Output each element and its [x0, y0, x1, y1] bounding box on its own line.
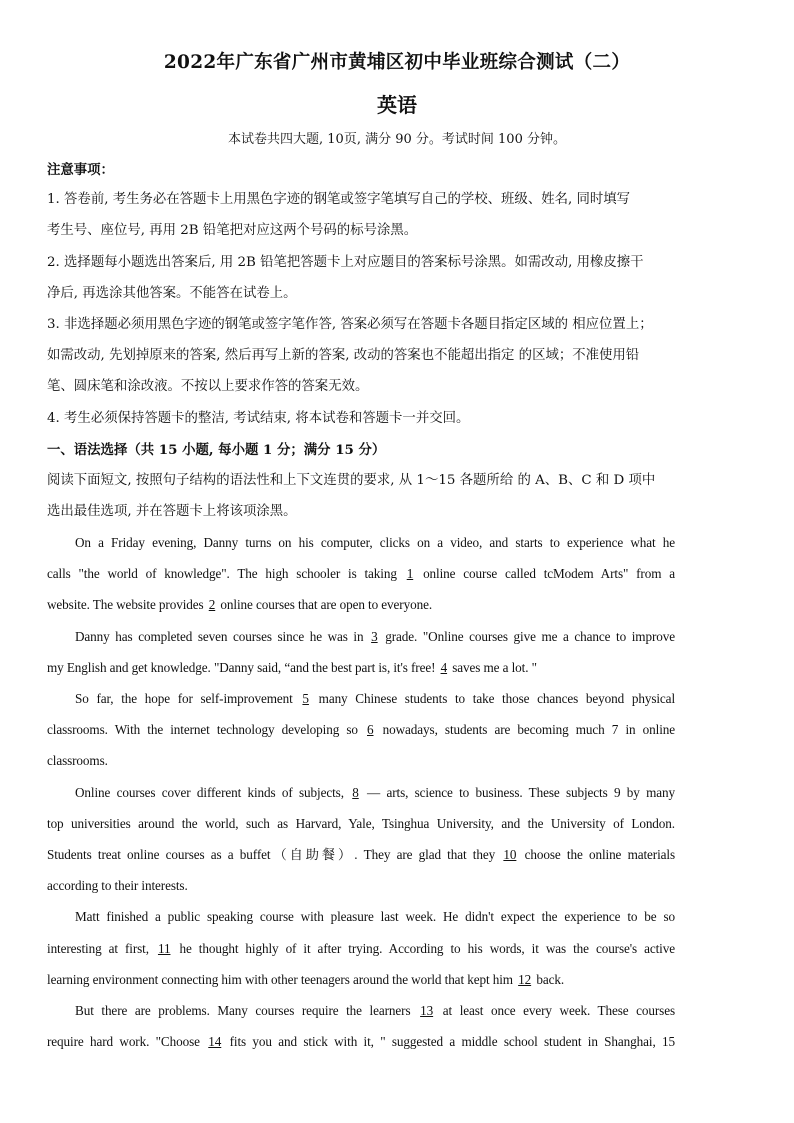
- passage-line: [47, 658, 675, 678]
- blank-number: 1: [406, 566, 414, 581]
- passage-line: [47, 845, 675, 865]
- passage-line: [75, 689, 675, 709]
- passage-line: [75, 1001, 675, 1021]
- passage-text: top universities around the world, such as Harvard, Yale, Tsinghua University, and the University of London.: [47, 816, 675, 831]
- passage-text: learning environment connecting him with other teenagers around the world that kept him: [47, 972, 517, 987]
- passage-line: [47, 876, 675, 896]
- passage-text: according to their interests.: [47, 878, 188, 893]
- passage-line: [47, 595, 675, 615]
- passage-text: nowadays, students are becoming much 7 in online: [375, 722, 675, 737]
- blank-number: 10: [503, 847, 517, 862]
- notice-line: 笔、圆床笔和涂改液。不按以上要求作答的答案无效。: [47, 379, 369, 394]
- passage-text: Online courses cover different kinds of subjects,: [75, 785, 351, 800]
- notice-line: 4. 考生必须保持答题卡的整洁, 考试结束, 将本试卷和答题卡一并交回。: [47, 411, 470, 426]
- passage-text: interesting at first,: [47, 941, 156, 956]
- blank-number: 12: [518, 972, 532, 987]
- passage-text: require hard work. "Choose: [47, 1034, 207, 1049]
- blank-number: 5: [302, 691, 309, 706]
- passage-text: But there are problems. Many courses require the learners: [75, 1003, 419, 1018]
- blank-number: 6: [367, 722, 374, 737]
- passage-text: classrooms.: [47, 753, 108, 768]
- passage-text: calls "the world of knowledge". The high schooler is taking: [47, 566, 405, 581]
- passage-line: [47, 564, 675, 584]
- passage-text: grade. "Online courses give me a chance to improve: [379, 629, 675, 644]
- exam-title: 2022年广东省广州市黄埔区初中毕业班综合测试（二）: [163, 52, 631, 73]
- blank-number: 8: [352, 785, 359, 800]
- passage-text: — arts, science to business. These subjects 9 by many: [360, 785, 676, 800]
- passage-text: So far, the hope for self-improvement: [75, 691, 301, 706]
- passage-text: saves me a lot. ": [449, 660, 537, 675]
- passage-text: website. The website provides: [47, 597, 207, 612]
- passage-text: he thought highly of it after trying. According to his words, it was the course's active: [172, 941, 675, 956]
- passage-text: Danny has completed seven courses since he was in: [75, 629, 370, 644]
- section-heading: 一、语法选择（共 15 小题, 每小题 1 分；满分 15 分）: [47, 442, 386, 458]
- passage-text: choose the online materials: [518, 847, 675, 862]
- passage-text: classrooms. With the internet technology developing so: [47, 722, 365, 737]
- passage-line: [47, 814, 675, 834]
- notice-line: 考生号、座位号, 再用 2B 铅笔把对应这两个号码的标号涂黑。: [47, 223, 418, 238]
- subject-title: 英语: [377, 93, 417, 117]
- passage-line: [47, 720, 675, 740]
- notice-line: 2. 选择题每小题选出答案后, 用 2B 铅笔把答题卡上对应题目的答案标号涂黑。如需改动, 用橡皮擦干: [47, 255, 644, 270]
- blank-number: 3: [371, 629, 378, 644]
- passage-text: Matt finished a public speaking course with pleasure last week. He didn't expect the experience to be so: [75, 909, 675, 924]
- passage-text: online courses that are open to everyone.: [217, 597, 433, 612]
- passage-text: my English and get knowledge. "Danny said, “and the best part is, it's free!: [47, 660, 439, 675]
- blank-number: 13: [420, 1003, 434, 1018]
- passage-text: On a Friday evening, Danny turns on his computer, clicks on a video, and starts to experience what he: [75, 535, 675, 550]
- passage-line: [47, 751, 675, 771]
- passage-text: back.: [533, 972, 565, 987]
- passage-line: [47, 970, 675, 990]
- passage-line: [75, 533, 675, 553]
- exam-info: 本试卷共四大题, 10页, 满分 90 分。考试时间 100 分钟。: [228, 132, 566, 147]
- passage-line: [47, 939, 675, 959]
- instruction-line: 阅读下面短文, 按照句子结构的语法性和上下文连贯的要求, 从 1～15 各题所给 的 A、B、C 和 D 项中: [47, 473, 656, 488]
- blank-number: 11: [157, 941, 171, 956]
- passage-line: [75, 627, 675, 647]
- passage-line: [47, 1032, 675, 1052]
- blank-number: 2: [208, 597, 216, 612]
- instruction-line: 选出最佳选项, 并在答题卡上将该项涂黑。: [47, 504, 297, 519]
- blank-number: 4: [440, 660, 448, 675]
- passage-text: at least once every week. These courses: [435, 1003, 675, 1018]
- passage-text: Students treat online courses as a buffet（自助餐）. They are glad that they: [47, 847, 502, 862]
- passage-text: many Chinese students to take those chances beyond physical: [310, 691, 676, 706]
- passage-text: online course called tcModem Arts" from a: [415, 566, 675, 581]
- notice-line: 净后, 再选涂其他答案。不能答在试卷上。: [47, 286, 297, 301]
- passage-line: [75, 783, 675, 803]
- passage-text: fits you and stick with it, " suggested a middle school student in Shanghai, 15: [223, 1034, 676, 1049]
- blank-number: 14: [208, 1034, 222, 1049]
- notice-line: 1. 答卷前, 考生务必在答题卡上用黑色字迹的钢笔或签字笔填写自己的学校、班级、姓名, 同时填写: [47, 192, 631, 207]
- notice-line: 3. 非选择题必须用黑色字迹的钢笔或签字笔作答, 答案必须写在答题卡各题目指定区域的 相应位置上；: [47, 317, 653, 332]
- notice-heading: 注意事项：: [47, 162, 114, 178]
- notice-line: 如需改动, 先划掉原来的答案, 然后再写上新的答案, 改动的答案也不能超出指定 的区域；不准使用铅: [47, 348, 640, 363]
- passage-line: [75, 907, 675, 927]
